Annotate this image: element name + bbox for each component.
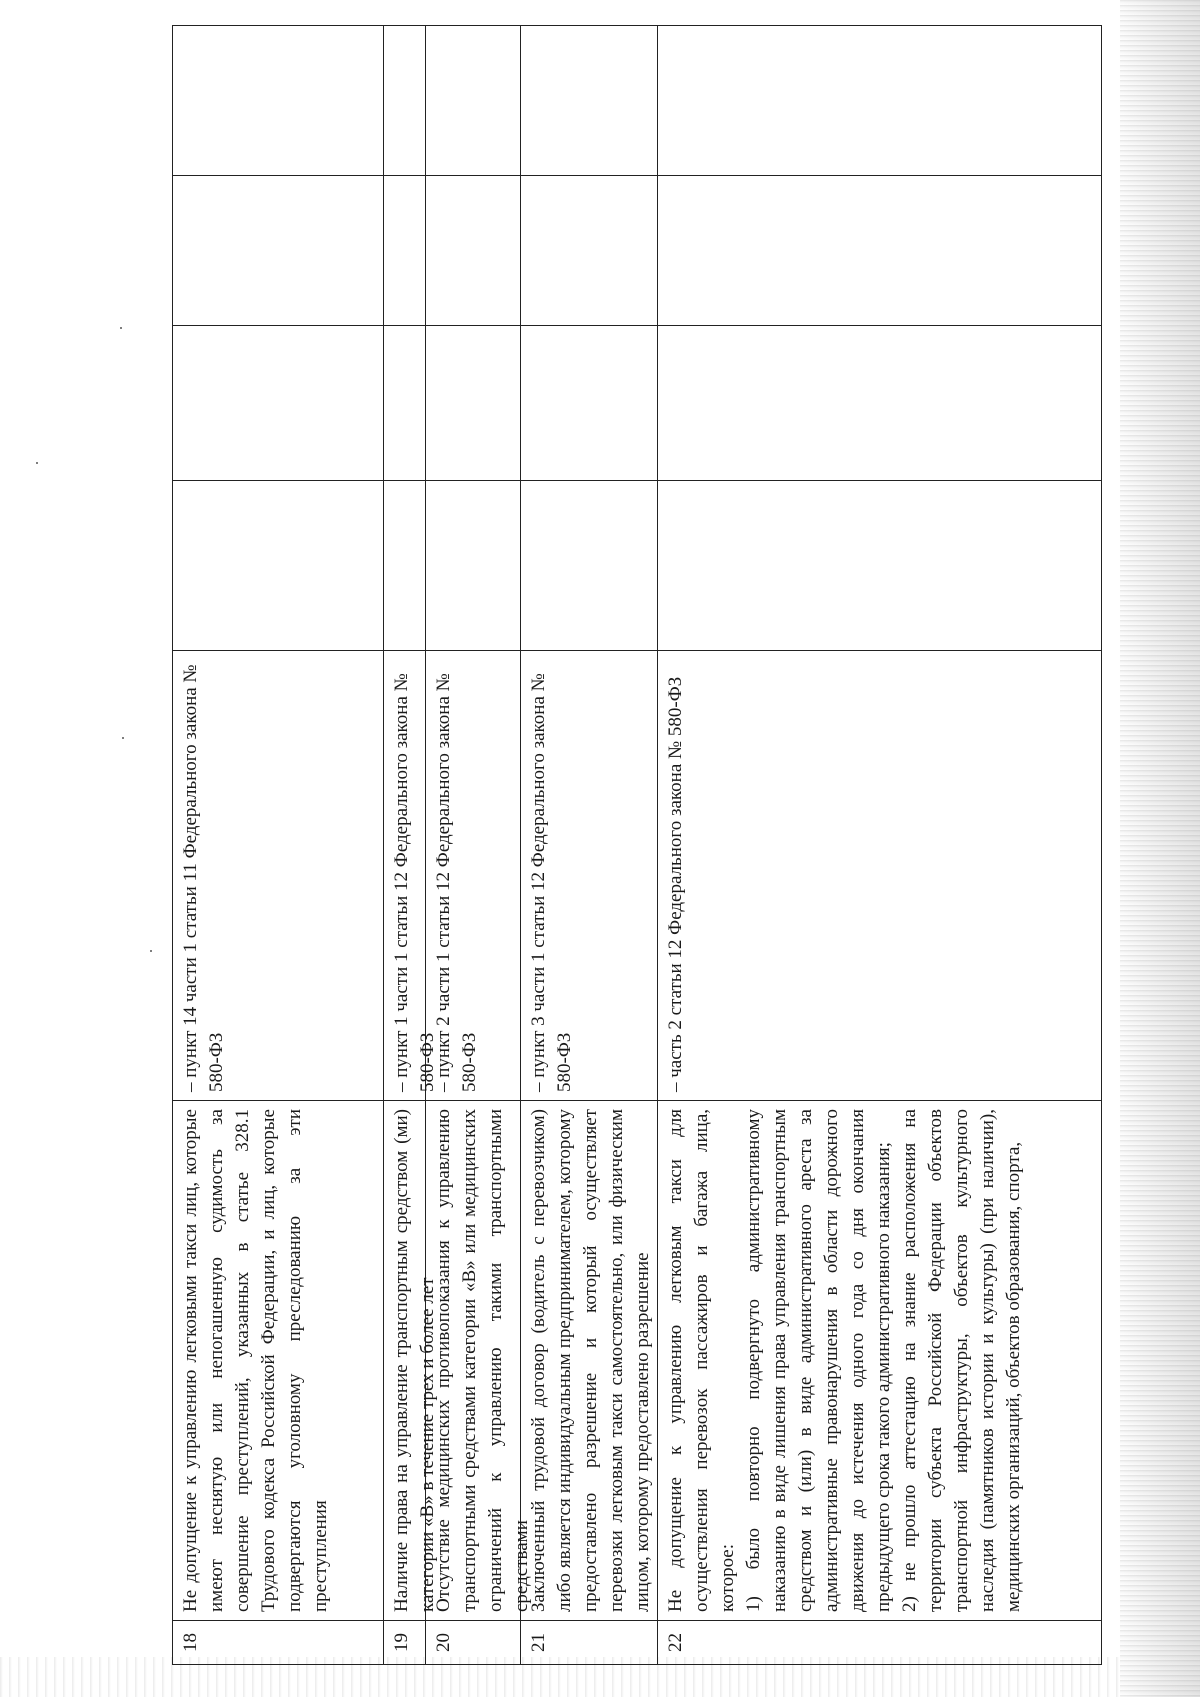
scan-speck: [36, 462, 38, 464]
scan-speck: [120, 327, 122, 329]
empty-cell: [521, 480, 658, 650]
requirement-cell: [658, 1100, 1102, 1620]
empty-cell: [658, 480, 1102, 650]
scan-speck: [150, 950, 152, 952]
scan-speck: [122, 737, 124, 739]
requirement-item-2: 2) не прошло аттестацию на знание расположения на территории субъекта Российской Федерации объектов транспортной инфраструктуры, объектов культурного наследия (памятников истории и культуры) (при наличии), медицинских организаций, объектов образования, спорта,: [899, 1109, 1024, 1612]
requirement-cell: Наличие права на управление транспортным средством (ми) категории «В» в течение трех и более лет: [384, 1100, 426, 1620]
empty-cell: [172, 480, 384, 650]
legal-reference-cell: – пункт 14 части 1 статьи 11 Федерального закона № 580-ФЗ: [172, 650, 384, 1100]
legal-reference-cell: – пункт 2 части 1 статьи 12 Федерального закона № 580-ФЗ: [426, 650, 521, 1100]
row-number: 21: [521, 1620, 658, 1665]
requirements-table: [172, 25, 1102, 1665]
empty-cell: [426, 25, 521, 175]
requirement-cell: Не допущение к управлению легковыми такси лиц, которые имеют неснятую или непогашенную судимость за совершение преступлений, указанных в статье 328.1 Трудового кодекса Российской Федерации, и лиц, которые подвергаются уголовному преследованию за эти преступления: [172, 1100, 384, 1620]
empty-cell: [172, 325, 384, 480]
empty-cell: [172, 175, 384, 325]
empty-cell: [384, 480, 426, 650]
requirement-cell: Отсутствие медицинских противопоказания к управлению транспортными средствами категории «В» или медицинских ограничений к управлению такими транспортными средствами: [426, 1100, 521, 1620]
scan-edge-artifact: [1120, 0, 1200, 1697]
empty-cell: [658, 25, 1102, 175]
legal-reference-cell: – пункт 1 части 1 статьи 12 Федерального закона № 580-ФЗ: [384, 650, 426, 1100]
empty-cell: [172, 25, 384, 175]
empty-cell: [426, 480, 521, 650]
requirement-item-1: 1) было повторно подвергнуто административному наказанию в виде лишения права управления транспортным средством и (или) в виде административного ареста за административные правонарушения в области дорожного движения до истечения одного года со дня окончания предыдущего срока такого административного наказания;: [743, 1109, 894, 1612]
row-number: 19: [384, 1620, 426, 1665]
row-number: 22: [658, 1620, 1102, 1665]
empty-cell: [521, 325, 658, 480]
requirement-cell: Заключенный трудовой договор (водитель с перевозчиком) либо является индивидуальным предпринимателем, которому предоставлено разрешение и который осуществляет перевозки легковым такси самостоятельно, или физическим лицом, которому предоставлено разрешение: [521, 1100, 658, 1620]
empty-cell: [426, 325, 521, 480]
row-number: 20: [426, 1620, 521, 1665]
empty-cell: [384, 175, 426, 325]
legal-reference-cell: – пункт 3 части 1 статьи 12 Федерального закона № 580-ФЗ: [521, 650, 658, 1100]
empty-cell: [658, 325, 1102, 480]
empty-cell: [384, 325, 426, 480]
empty-cell: [426, 175, 521, 325]
rotated-page: [172, 25, 1102, 1665]
legal-reference-cell: – часть 2 статьи 12 Федерального закона № 580-ФЗ: [658, 650, 1102, 1100]
empty-cell: [384, 25, 426, 175]
requirement-intro: Не допущение к управлению легковым такси для осуществления перевозок пассажиров и багажа лица, которое:: [665, 1109, 738, 1612]
empty-cell: [521, 25, 658, 175]
empty-cell: [658, 175, 1102, 325]
empty-cell: [521, 175, 658, 325]
row-number: 18: [172, 1620, 384, 1665]
